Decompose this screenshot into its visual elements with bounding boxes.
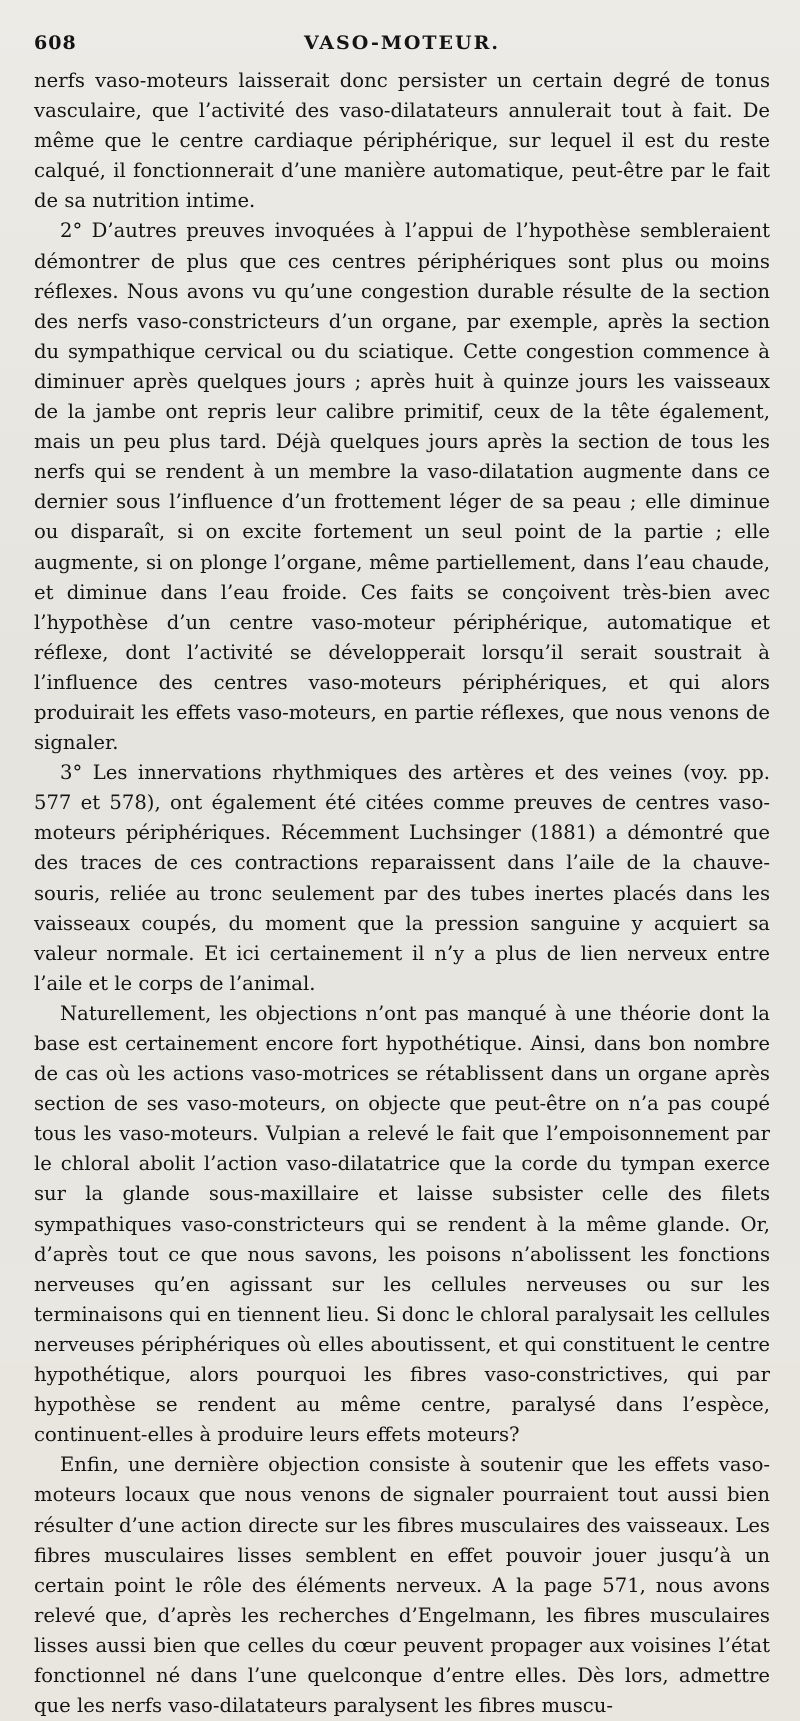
paragraph-point-2: 2° D’autres preuves invoquées à l’appui de l’hypothèse sembleraient démontrer de plus que ces centres périphériques sont plus ou moins réflexes. Nous avons vu qu’une congestion durable résulte de la section des nerfs vaso-constricteurs d’un organe, par exemple, après la section du sympathique cervical ou du sciatique. Cette congestion commence à diminuer après quelques jours ; après huit à quinze jours les vaisseaux de la jambe ont repris leur calibre primitif, ceux de la tête également, mais un peu plus tard. Déjà quelques jours après la section de tous les nerfs qui se rendent à un membre la vaso-dilatation augmente dans ce dernier sous l’influence d’un frottement léger de sa peau ; elle diminue ou disparaît, si on excite fortement un seul point de la partie ; elle augmente, si on plonge l’organe, même partiellement, dans l’eau chaude, et diminue dans l’eau froide. Ces faits se conçoivent très-bien avec l’hypothèse d’un centre vaso-moteur périphérique, automatique et réflexe, dont l’activité se développerait lorsqu’il serait soustrait à l’influence des centres vaso-moteurs périphériques, et qui alors produirait les effets vaso-moteurs, en partie réflexes, que nous venons de signaler. xyxy=(34,219,770,755)
paragraph-final-objection: Enfin, une dernière objection consiste à soutenir que les effets vaso-moteurs locaux que nous venons de signaler pourraient tout aussi bien résulter d’une action directe sur les fibres musculaires des vaisseaux. Les fibres musculaires lisses semblent en effet pouvoir jouer jusqu’à un certain point le rôle des éléments nerveux. A la page 571, nous avons relevé que, d’après les recherches d’Engelmann, les fibres musculaires lisses aussi bien que celles du cœur peuvent propager aux voisines l’état fonctionnel né dans l’une quelconque d’entre elles. Dès lors, admettre que les nerfs vaso-dilatateurs paralysent les fibres muscu- xyxy=(34,1453,770,1718)
page-number: 608 xyxy=(34,32,77,54)
body-text xyxy=(34,66,770,1721)
running-title: VASO-MOTEUR. xyxy=(303,32,501,54)
page-header xyxy=(34,22,770,66)
paragraph-continuation: nerfs vaso-moteurs laisserait donc persister un certain degré de tonus vasculaire, que l’activité des vaso-dilatateurs annulerait tout à fait. De même que le centre cardiaque périphérique, sur lequel il est du reste calqué, il fonctionnerait d’une manière automatique, peut-être par le fait de sa nutrition intime. xyxy=(34,69,770,213)
paragraph-objections: Naturellement, les objections n’ont pas manqué à une théorie dont la base est certainement encore fort hypothétique. Ainsi, dans bon nombre de cas où les actions vaso-motrices se rétablissent dans un organe après section de ses vaso-moteurs, on objecte que peut-être on n’a pas coupé tous les vaso-moteurs. Vulpian a relevé le fait que l’empoisonnement par le chloral abolit l’action vaso-dilatatrice que la corde du tympan exerce sur la glande sous-maxillaire et laisse subsister celle des filets sympathiques vaso-constricteurs qui se rendent à la même glande. Or, d’après tout ce que nous savons, les poisons n’abolissent les fonctions nerveuses qu’en agissant sur les cellules nerveuses ou sur les terminaisons qui en tiennent lieu. Si donc le chloral paralysait les cellules nerveuses périphériques où elles aboutissent, et qui constituent le centre hypothétique, alors pourquoi les fibres vaso-constrictives, qui par hypothèse se rendent au même centre, paralysé dans l’espèce, continuent-elles à produire leurs effets moteurs? xyxy=(34,1001,770,1447)
paragraph-point-3: 3° Les innervations rhythmiques des artères et des veines (voy. pp. 577 et 578), ont également été citées comme preuves de centres vaso-moteurs périphériques. Récemment Luchsinger (1881) a démontré que des traces de ces contractions reparaissent dans l’aile de la chauve-souris, reliée au tronc seulement par des tubes inertes placés dans les vaisseaux coupés, du moment que la pression sanguine y acquiert sa valeur normale. Et ici certainement il n’y a plus de lien nerveux entre l’aile et le corps de l’animal. xyxy=(34,761,770,995)
